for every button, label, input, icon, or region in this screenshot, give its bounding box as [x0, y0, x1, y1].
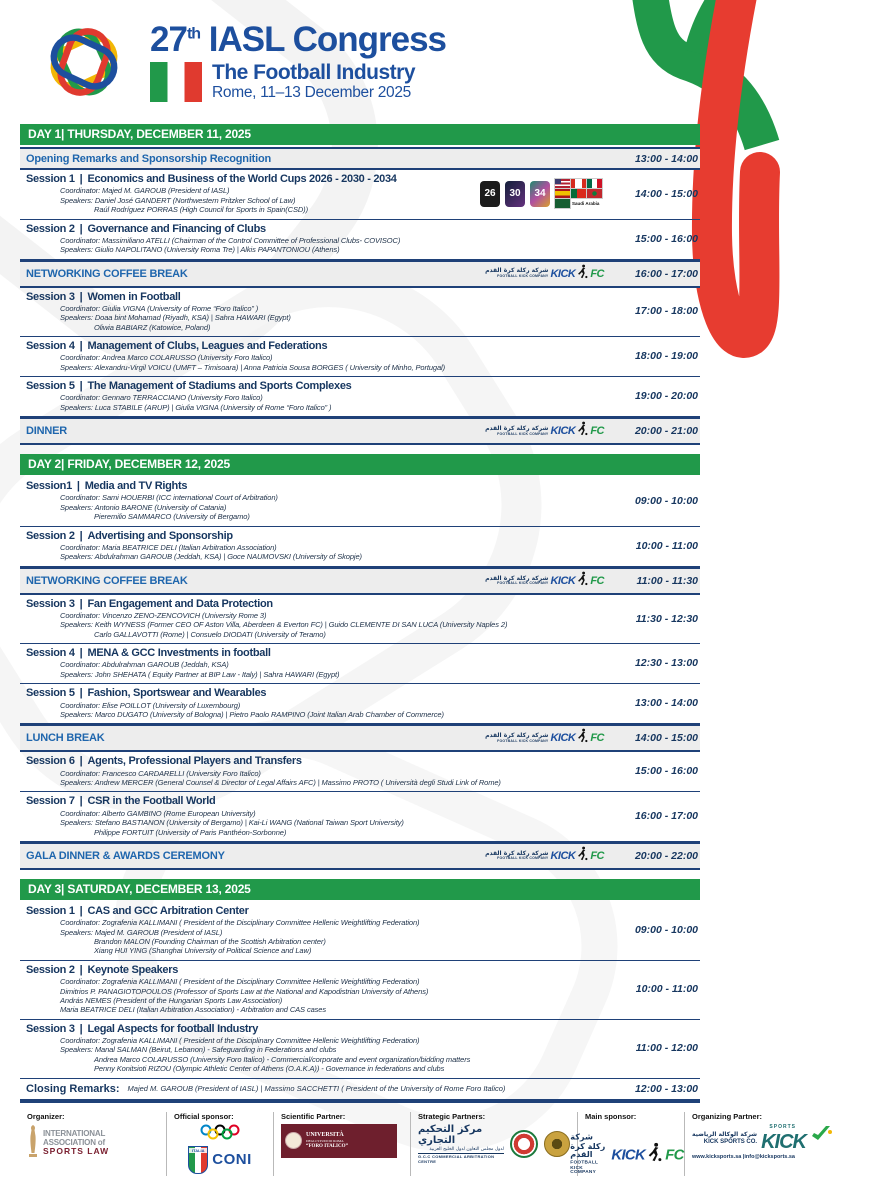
session-number: Session 4 [26, 340, 75, 353]
pipe-separator: | [79, 647, 83, 660]
session-time: 19:00 - 20:00 [634, 390, 698, 403]
session-number: Session 2 [26, 222, 75, 235]
pipe-separator: | [79, 904, 83, 917]
speaker-line: Speakers: Daniel José GANDERT (Northwestern Pritzker School of Law) [60, 195, 296, 205]
session-body [20, 755, 612, 787]
speaker-line: Dimitrios P. PANAGIOTOPOULOS (Professor of Sports Law at the National and Kapodistrian University of Athens) [60, 986, 429, 996]
session-row [20, 684, 700, 724]
speaker-line: Coordinator: Zografenia KALLIMANI ( President of the Disciplinary Committee Hellenic Weightlifting Federation) [60, 977, 420, 987]
speaker-line: Coordinator: Alberto GAMBINO (Rome European University) [60, 808, 256, 818]
pipe-separator: | [79, 380, 83, 393]
session-body [20, 340, 612, 372]
day-header: DAY 2| FRIDAY, DECEMBER 12, 2025 [20, 454, 700, 475]
iasl-name [43, 1130, 109, 1157]
speaker-line: Coordinator: Zografenia KALLIMANI ( President of the Disciplinary Committee Hellenic Weightlifting Federation) [60, 1036, 420, 1045]
coni-wordmark: CONI [212, 1151, 252, 1169]
speaker-line: Coordinator: Francesco CARDARELLI (University Foro Italico) [60, 768, 261, 778]
iasl-name-line: ASSOCIATION of [43, 1137, 105, 1147]
kick-fc-logo [485, 571, 604, 591]
session-title-text: The Management of Stadiums and Sports Complexes [87, 380, 352, 393]
session-title-text: Management of Clubs, Leagues and Federations [87, 340, 328, 353]
kick-fc-arabic: شركة ركلة كرة القدم [485, 574, 549, 582]
speaker-line: Speakers: Abdulrahman GAROUB (Jeddah, KSA) | Goce NAUMOVSKI (University of Skopje) [60, 552, 362, 562]
footballer-icon [577, 264, 588, 279]
footballer-icon [577, 728, 588, 743]
speaker-line: Andrea Marco COLARUSSO (University Foro Italico) - Commercial/corporate and event organization/bidding matters [94, 1054, 471, 1064]
session-title-text: MENA & GCC Investments in football [87, 647, 271, 660]
kick-sports-arabic: شركة الوكالة الرياضية [692, 1130, 758, 1138]
session-time: 13:00 - 14:00 [634, 152, 698, 165]
session-row [20, 337, 700, 377]
kick-fc-logo [485, 846, 604, 866]
session-title [20, 795, 612, 808]
kick-sports-sup: SPORTS [769, 1123, 796, 1130]
speaker-line: András NEMES (President of the Hungarian Sports Law Association) [60, 995, 283, 1005]
break-row [20, 417, 700, 445]
congress-location: Rome, 11–13 December 2025 [212, 83, 412, 101]
break-row [20, 842, 700, 870]
kick-fc-arabic: شركة ركلة كرة القدم [485, 267, 549, 275]
session-time: 16:00 - 17:00 [634, 267, 698, 280]
speaker-line: Coordinator: Gennaro TERRACCIANO (University Foro Italico) [60, 393, 263, 403]
pipe-separator: | [76, 480, 80, 493]
session-number: Session 4 [26, 647, 75, 660]
break-title: GALA DINNER & AWARDS CEREMONY [26, 849, 225, 862]
session-time: 10:00 - 11:00 [635, 983, 698, 996]
session-number: Session 2 [26, 529, 75, 542]
session-time: 18:00 - 19:00 [634, 350, 698, 363]
session-row [20, 902, 700, 961]
kick-fc-arabic: شركة ركلة كرة القدم [485, 424, 549, 432]
session-body [20, 380, 612, 412]
break-title: LUNCH BREAK [26, 732, 105, 745]
session-title [20, 291, 612, 304]
foro-name-line: UNIVERSITÀ [306, 1131, 344, 1138]
kick-fc-footer-logo [570, 1124, 684, 1175]
kick-sports-co: KICK SPORTS CO. [703, 1138, 758, 1145]
session-time: 15:00 - 16:00 [634, 765, 698, 778]
session-title [20, 1023, 612, 1036]
iasl-logo [27, 1124, 159, 1163]
flag-sa-icon [555, 199, 570, 208]
flag-pt-icon [571, 189, 586, 198]
session-time: 13:00 - 14:00 [634, 697, 698, 710]
session-time: 14:00 - 15:00 [634, 187, 698, 200]
kick-fc-arabic-block [485, 851, 548, 861]
kick-fc-company: FOOTBALL KICK COMPANY [497, 431, 549, 436]
speaker-line: Xiang HUI YING (Shanghai University of Political Science and Law) [94, 946, 312, 956]
session-title [20, 647, 612, 660]
break-row [20, 724, 700, 752]
sponsor-label: Strategic Partners: [418, 1111, 486, 1121]
footballer-icon [577, 728, 588, 748]
session-row [20, 792, 700, 842]
kick-sports-brand-block [761, 1124, 806, 1152]
speaker-line: Carlo GALLAVOTTI (Rome) | Consuelo DIODATI (University of Teramo) [94, 629, 326, 639]
speaker-line: Speakers: Majed M. GAROUB (President of IASL) [60, 927, 223, 937]
world-cup-logos [480, 179, 602, 208]
olympic-rings-icon [199, 1124, 241, 1145]
congress-subtitle: The Football Industry [212, 60, 415, 84]
kick-fc-brand: KICK [550, 425, 576, 438]
session-title-text: Governance and Financing of Clubs [87, 222, 266, 235]
session-title [20, 905, 612, 918]
session-title-text: Keynote Speakers [87, 963, 179, 976]
session-number: Session 7 [26, 795, 75, 808]
session-title [20, 480, 612, 493]
pipe-separator: | [79, 173, 83, 185]
kick-fc-arabic-block [570, 1134, 608, 1176]
foro-italico-logo [281, 1124, 397, 1158]
kick-sports-logo [692, 1124, 862, 1152]
session-time: 12:00 - 13:00 [634, 1082, 698, 1095]
session-row [20, 220, 700, 260]
session-title [20, 964, 612, 977]
kick-fc-company: FOOTBALL KICK COMPANY [497, 273, 549, 278]
session-row [20, 477, 700, 527]
session-title [20, 380, 612, 393]
kick-fc-fc: FC [590, 574, 604, 587]
gcc-arbitration-logo [418, 1124, 570, 1164]
closing-remarks-row [20, 1079, 700, 1103]
session-number: Session1 [26, 480, 72, 493]
break-title: NETWORKING COFFEE BREAK [26, 267, 188, 280]
session-title-text: Women in Football [87, 290, 181, 303]
session-title-text: Media and TV Rights [84, 480, 188, 493]
session-number: Session 2 [26, 963, 75, 976]
iasl-name-line: INTERNATIONAL [43, 1128, 106, 1138]
pipe-separator: | [79, 795, 83, 808]
speaker-line: Coordinator: Zografenia KALLIMANI ( President of the Disciplinary Committee Hellenic Weightlifting Federation) [60, 918, 420, 928]
italy-flag-icon [150, 62, 202, 102]
sponsor-label: Organizing Partner: [692, 1111, 763, 1121]
session-title-text: Advertising and Sponsorship [87, 529, 233, 542]
pipe-separator: | [79, 290, 83, 303]
break-title: NETWORKING COFFEE BREAK [26, 574, 188, 587]
statue-icon [27, 1124, 39, 1163]
schedule [20, 124, 700, 1103]
sponsor-label: Main sponsor: [585, 1111, 637, 1121]
kick-fc-brand: KICK [550, 267, 576, 280]
session-body [20, 598, 612, 640]
falcon-emblem-icon [544, 1131, 570, 1157]
session-row [20, 752, 700, 792]
footballer-icon [577, 264, 588, 284]
day-header: DAY 3| SATURDAY, DECEMBER 13, 2025 [20, 879, 700, 900]
session-row [20, 1020, 700, 1079]
closing-title: Closing Remarks: [26, 1082, 120, 1095]
day-header: DAY 1| THURSDAY, DECEMBER 11, 2025 [20, 124, 700, 145]
foro-name-line: “FORO ITALICO” [306, 1143, 348, 1149]
gcc-arabic-title: مركز التحكيم التجاري [418, 1123, 483, 1147]
day-section-1 [20, 124, 700, 445]
saudi-flag-row [555, 199, 602, 208]
break-row [20, 567, 700, 595]
session-time: 20:00 - 22:00 [634, 849, 698, 862]
speaker-line: Brandon MALON (Founding Chairman of the Scottish Arbitration center) [94, 937, 326, 946]
kick-sports-url: www.kicksports.sa |info@kicksports.sa [692, 1153, 795, 1160]
kick-fc-fc: FC [590, 425, 604, 438]
speaker-line: Coordinator: Majed M. GAROUB (President of IASL) [60, 186, 230, 196]
footballer-icon [648, 1141, 663, 1168]
kick-sports-wordmark: KICK [761, 1130, 806, 1153]
flag-ca-icon [571, 179, 586, 188]
session-time: 14:00 - 15:00 [634, 732, 698, 745]
speaker-line: Raúl Rodríguez PORRAS (High Council for Sports in Spain(CSD)) [94, 205, 308, 215]
kick-fc-logo [485, 421, 604, 441]
pipe-separator: | [79, 1022, 83, 1035]
host-flags-grid [555, 179, 602, 198]
swoosh-bird-icon [810, 1124, 832, 1149]
congress-title: 27th IASL Congress [150, 19, 447, 59]
worldcup-2030-logo: 30 [505, 181, 525, 207]
speaker-line: Speakers: Antonio BARONE (University of Catania) [60, 502, 227, 512]
kick-fc-logo [485, 728, 604, 748]
speaker-line: Speakers: Luca STABILE (ARUP) | Giulia VIGNA (University of Rome “Foro Italico” ) [60, 402, 332, 412]
session-number: Session 5 [26, 380, 75, 393]
session-body [20, 173, 480, 215]
session-body [20, 795, 612, 837]
sponsor-kickfc [570, 1111, 685, 1176]
kick-fc-brand: KICK [550, 849, 576, 862]
pipe-separator: | [79, 222, 83, 235]
break-title: Opening Remarks and Sponsorship Recognition [26, 152, 272, 165]
kick-fc-arabic: شركة ركلة كرة القدم [485, 732, 549, 740]
session-title-text: Fan Engagement and Data Protection [87, 597, 273, 610]
kick-fc-fc: FC [590, 732, 604, 745]
footballer-icon [577, 421, 588, 436]
session-title-text: CSR in the Football World [87, 795, 216, 808]
footballer-icon [648, 1141, 663, 1161]
title-block [150, 19, 447, 103]
sponsor-label: Organizer: [27, 1111, 65, 1121]
break-row [20, 147, 700, 170]
session-time: 12:30 - 13:00 [634, 657, 698, 670]
break-title: DINNER [26, 425, 67, 438]
speaker-line: Speakers: Alexandru-Virgil VOICU (UMFT – Timisoara) | Anna Patricia Sousa BORGES ( University of Minho, Portugal) [60, 362, 446, 372]
kick-fc-brand: KICK [550, 574, 576, 587]
foro-italico-name [306, 1132, 348, 1150]
speaker-line: Coordinator: Sami HOUERBI (ICC international Court of Arbitration) [60, 493, 278, 503]
kick-sports-text-block [692, 1132, 757, 1146]
session-row [20, 527, 700, 567]
speaker-line: Oliwia BABIARZ (Katowice, Poland) [94, 322, 211, 332]
session-title-text: Economics and Business of the World Cups 2026 - 2030 - 2034 [87, 173, 397, 185]
pipe-separator: | [79, 340, 83, 353]
speaker-line: Speakers: Marco DUGATO (University of Bologna) | Pietro Paolo RAMPINO (Joint Italian Arab Chamber of Commerce) [60, 709, 444, 719]
pipe-separator: | [79, 963, 83, 976]
italia-label: ITALIA [189, 1148, 207, 1153]
speaker-line: Speakers: Manal SALMAN (Beirut, Lebanon) - Safeguarding in Federations and clubs [60, 1045, 337, 1055]
kick-fc-logo [485, 264, 604, 284]
footballer-icon [577, 846, 588, 861]
session-time: 11:30 - 12:30 [635, 612, 698, 625]
flag-ma-icon [587, 189, 602, 198]
session-row [20, 170, 700, 220]
speaker-line: Speakers: John SHEHATA ( Equity Partner at BIP Law - Italy) | Sahra HAWARI (Egypt) [60, 669, 340, 679]
speaker-line: Speakers: Doaa bint Mohamad (Riyadh, KSA) | Sahra HAWARI (Egypt) [60, 313, 291, 323]
kick-fc-company: FOOTBALL KICK COMPANY [497, 738, 549, 743]
gulf-council-emblem-icon [510, 1130, 538, 1158]
speaker-line: Coordinator: Giulia VIGNA (University of Rome “Foro Italico” ) [60, 303, 259, 313]
coni-logo [174, 1124, 266, 1174]
sponsor-iasl [20, 1112, 167, 1176]
day-section-3 [20, 879, 700, 1103]
session-number: Session 6 [26, 755, 75, 768]
session-body [20, 905, 612, 956]
sponsor-coni [167, 1112, 274, 1176]
session-number: Session 3 [26, 290, 75, 303]
session-body [20, 687, 612, 719]
flag-mx-icon [587, 179, 602, 188]
session-time: 17:00 - 18:00 [634, 305, 698, 318]
kick-fc-brand: KICK [611, 1146, 645, 1163]
sponsor-label: Scientific Partner: [281, 1111, 346, 1121]
gcc-arabic-subtitle: لدول مجلس التعاون لدول الخليج العربية [429, 1146, 504, 1152]
pipe-separator: | [79, 687, 83, 700]
kick-fc-company: FOOTBALL KICK COMPANY [497, 581, 549, 586]
flag-us-icon [555, 179, 570, 188]
footballer-icon [577, 571, 588, 591]
kick-fc-logo [570, 1134, 683, 1176]
speaker-line: Speakers: Stefano BASTIANON (University of Bergamo) | Kai-Li WANG (National Taiwan Sport University) [60, 818, 404, 828]
speaker-line: Coordinator: Massimiliano ATELLI (Chairman of the Control Committee of Professional Clubs- COVISOC) [60, 235, 401, 245]
session-row [20, 961, 700, 1020]
kick-fc-arabic-block [485, 733, 548, 743]
speaker-line: Maria BEATRICE DELI (Italian Arbitration Association) - Arbitration and CAS cases [60, 1005, 327, 1015]
speaker-line: Coordinator: Andrea Marco COLARUSSO (University Foro Italico) [60, 353, 273, 363]
worldcup-2034-logo: 34 [530, 181, 550, 207]
session-title [20, 340, 612, 353]
session-title-text: Fashion, Sportswear and Wearables [87, 687, 267, 700]
kick-fc-fc: FC [665, 1146, 684, 1163]
session-title-text: Agents, Professional Players and Transfers [87, 755, 302, 768]
pipe-separator: | [79, 529, 83, 542]
session-time: 10:00 - 11:00 [635, 539, 698, 552]
session-body [20, 647, 612, 679]
kick-fc-fc: FC [590, 267, 604, 280]
coni-shield-row [188, 1146, 252, 1174]
session-number: Session 3 [26, 597, 75, 610]
session-time: 16:00 - 17:00 [634, 810, 698, 823]
host-country-flags [555, 179, 602, 208]
footballer-icon [577, 571, 588, 586]
closing-text: Majed M. GAROUB (President of IASL) | Massimo SACCHETTI ( President of the University of Rome Foro Italico) [127, 1084, 506, 1094]
pipe-separator: | [79, 597, 83, 610]
speaker-line: Penny Konitsioti RIZOU (Olympic Athletic Center of Athens (O.A.K.A)) - Governance in federations and clubs [94, 1064, 445, 1074]
kick-fc-company: FOOTBALL KICK COMPANY [570, 1159, 599, 1175]
italia-shield-icon [188, 1146, 208, 1174]
session-body [20, 480, 612, 522]
speaker-line: Speakers: Andrew MERCER (General Counsel & Director of Legal Affairs AFC) | Massimo PROTO ( Università degli Studi Link of Rome) [60, 778, 501, 787]
footballer-icon [577, 421, 588, 441]
session-body [20, 223, 612, 255]
session-time: 15:00 - 16:00 [634, 232, 698, 245]
sponsor-kicksports [685, 1112, 869, 1176]
kick-fc-brand: KICK [550, 732, 576, 745]
kick-fc-arabic-block [485, 576, 548, 586]
session-title-text: Legal Aspects for football Industry [87, 1022, 259, 1035]
speaker-line: Coordinator: Abdulrahman GAROUB (Jeddah, KSA) [60, 660, 229, 670]
pipe-separator: | [79, 755, 83, 768]
speaker-line: Coordinator: Vincenzo ZENO-ZENCOVICH (University Rome 3) [60, 610, 267, 620]
session-title [20, 755, 612, 768]
session-time: 09:00 - 10:00 [634, 494, 698, 507]
saudi-arabia-label: Saudi Arabia [572, 201, 600, 207]
kick-fc-arabic: شركة ركلة كرة القدم [570, 1132, 606, 1160]
kick-fc-arabic-block [485, 268, 548, 278]
session-title [20, 530, 612, 543]
speaker-line: Pieremilio SAMMARCO (University of Bergamo) [94, 512, 250, 522]
session-time: 11:00 - 11:30 [636, 574, 698, 587]
session-body [20, 530, 612, 562]
sponsor-gcc [411, 1112, 578, 1176]
speaker-line: Coordinator: Elise POILLOT (University of Luxembourg) [60, 700, 241, 710]
session-body [20, 964, 612, 1015]
sponsor-label: Official sponsor: [174, 1111, 234, 1121]
iasl-knot-logo [38, 16, 130, 108]
session-body [20, 291, 612, 333]
header [0, 0, 760, 124]
kick-fc-fc: FC [590, 849, 604, 862]
flag-es-icon [555, 189, 570, 198]
session-row [20, 644, 700, 684]
gcc-english-name: G.C.C COMMERCIAL ARBITRATION CENTRE [418, 1153, 504, 1164]
worldcup-2026-logo: 26 [480, 181, 500, 207]
iasl-name-line: SPORTS LAW [43, 1146, 110, 1157]
session-number: Session 5 [26, 687, 75, 700]
speaker-line: Coordinator: Maria BEATRICE DELI (Italian Arbitration Association) [60, 542, 277, 552]
footballer-icon [577, 846, 588, 866]
break-row [20, 260, 700, 288]
session-number: Session 1 [26, 904, 75, 917]
kick-fc-company: FOOTBALL KICK COMPANY [497, 856, 549, 861]
session-time: 20:00 - 21:00 [634, 425, 698, 438]
sponsors-footer [20, 1111, 806, 1176]
session-title [20, 223, 612, 236]
foro-name-line: DEGLI STUDI DI ROMA [306, 1139, 344, 1144]
session-row [20, 377, 700, 417]
session-body [20, 1023, 612, 1074]
session-title [20, 687, 612, 700]
kick-fc-arabic-block [485, 426, 548, 436]
day-section-2 [20, 454, 700, 870]
session-number: Session 1 [26, 173, 75, 185]
session-title [20, 173, 480, 186]
university-crest-icon [285, 1132, 302, 1149]
session-time: 09:00 - 10:00 [634, 924, 698, 937]
sponsor-foro [274, 1112, 411, 1176]
speaker-line: Philippe FORTUIT (University of Paris Panthéon-Sorbonne) [94, 827, 287, 837]
gcc-text-block [418, 1124, 504, 1164]
session-title [20, 598, 612, 611]
speaker-line: Speakers: Keith WYNESS (Former CEO OF Aston Villa, Aberdeen & Everton FC) | Guido CLEMENTE DI SAN LUCA (University Naples 2) [60, 620, 508, 630]
session-row [20, 595, 700, 645]
speaker-line: Speakers: Giulio NAPOLITANO (University Roma Tre) | Alkis PAPANTONIOU (Athens) [60, 245, 340, 255]
session-number: Session 3 [26, 1022, 75, 1035]
session-time: 11:00 - 12:00 [635, 1042, 698, 1055]
session-title-text: CAS and GCC Arbitration Center [87, 904, 249, 917]
session-row [20, 288, 700, 338]
kick-fc-arabic: شركة ركلة كرة القدم [485, 849, 549, 857]
